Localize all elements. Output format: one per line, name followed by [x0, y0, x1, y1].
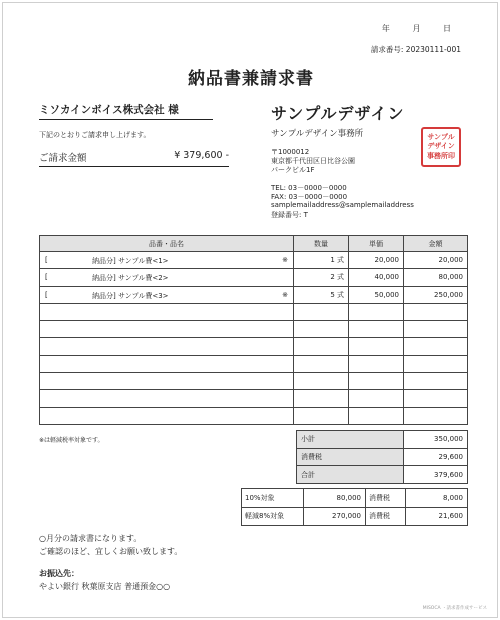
bank-detail: やよい銀行 秋葉原支店 普通預金○○	[39, 582, 171, 591]
total-value: 379,600	[404, 466, 468, 484]
header-quantity: 数量	[294, 236, 349, 252]
empty-row	[40, 303, 468, 320]
item-quantity: 1 式	[294, 252, 349, 269]
item-amount: 20,000	[404, 252, 468, 269]
phone-number: TEL: 03－0000－0000	[271, 184, 347, 192]
item-amount: 250,000	[404, 286, 468, 303]
subtotal-row	[297, 431, 468, 449]
seal-line: デザイン	[427, 142, 455, 151]
document-title: 納品書兼請求書	[188, 69, 314, 89]
table-row	[40, 269, 468, 286]
empty-row	[40, 355, 468, 372]
total-row	[297, 466, 468, 484]
empty-row	[40, 373, 468, 390]
company-logo: サンプルデザイン	[271, 104, 405, 123]
reduced-tax-mark: ※	[282, 256, 288, 264]
reduced-tax-note: ※は軽減税率対象です。	[39, 437, 104, 444]
item-amount: 80,000	[404, 269, 468, 286]
tax-breakdown-table	[241, 488, 468, 526]
totals-table	[296, 430, 468, 484]
tax-amount-label: 消費税	[366, 489, 406, 508]
taxable-base: 270,000	[304, 507, 366, 526]
item-name: 納品分] サンプル費<1>	[92, 257, 169, 265]
tax-amount: 8,000	[406, 489, 468, 508]
tax-row	[297, 448, 468, 466]
seal-line: 事務所印	[427, 151, 455, 160]
company-seal-stamp	[421, 127, 461, 167]
reduced-tax-mark: ※	[282, 290, 288, 299]
table-row	[40, 252, 468, 269]
item-quantity: 2 式	[294, 269, 349, 286]
message-line-2: ご確認のほど、宜しくお願い致します。	[39, 547, 183, 556]
tax-category-label: 軽減8%対象	[242, 507, 304, 526]
tax-amount-label: 消費税	[366, 507, 406, 526]
subtotal-label: 小計	[297, 431, 404, 449]
issue-date: 年 月 日	[381, 24, 461, 33]
client-name: ミソカインボイス株式会社 様	[39, 102, 213, 120]
address-line-2: パークビル1F	[271, 166, 315, 174]
item-unit-price: 40,000	[349, 269, 404, 286]
taxable-base: 80,000	[304, 489, 366, 508]
empty-row	[40, 390, 468, 407]
billing-amount-value: ¥ 379,600 -	[174, 150, 229, 161]
items-table-header	[40, 236, 468, 252]
items-table	[39, 235, 468, 425]
item-bracket: [	[45, 273, 48, 282]
item-name-cell	[40, 252, 294, 269]
subtotal-value: 350,000	[404, 431, 468, 449]
email-address: samplemailaddress@samplemailaddress	[271, 201, 414, 209]
header-unit-price: 単価	[349, 236, 404, 252]
invoice-page	[2, 2, 498, 618]
tax-category-label: 10%対象	[242, 489, 304, 508]
tax-value: 29,600	[404, 448, 468, 466]
total-label: 合計	[297, 466, 404, 484]
item-name-cell	[40, 269, 294, 286]
item-quantity: 5 式	[294, 286, 349, 303]
item-name-cell	[40, 286, 294, 303]
item-bracket: [	[45, 256, 48, 264]
company-name: サンプルデザイン事務所	[271, 129, 364, 139]
invoice-number: 請求番号: 20230111-001	[370, 45, 461, 54]
message-line-1: ○月分の請求書になります。	[39, 534, 142, 543]
item-bracket: [	[45, 290, 48, 299]
header-amount: 金額	[404, 236, 468, 252]
item-name: 納品分] サンプル費<3>	[92, 291, 169, 300]
billing-amount-label: ご請求金額	[39, 153, 87, 164]
fax-number: FAX: 03－0000－0000	[271, 193, 348, 201]
empty-row	[40, 321, 468, 338]
tax-amount: 21,600	[406, 507, 468, 526]
header-item-name: 品番・品名	[40, 236, 294, 252]
empty-row	[40, 338, 468, 355]
postal-code: 〒1000012	[271, 148, 310, 156]
item-name: 納品分] サンプル費<2>	[92, 274, 169, 283]
tax-label: 消費税	[297, 448, 404, 466]
item-unit-price: 20,000	[349, 252, 404, 269]
service-watermark: MISOCA ・請求書作成サービス	[422, 606, 487, 611]
tax-breakdown-row	[242, 507, 468, 526]
seal-line: サンプル	[427, 132, 455, 141]
tax-breakdown-row	[242, 489, 468, 508]
greeting-text: 下記のとおりご請求申し上げます。	[39, 131, 151, 139]
registration-number: 登録番号: T	[271, 211, 308, 219]
item-unit-price: 50,000	[349, 286, 404, 303]
bank-label: お振込先：	[39, 569, 79, 578]
table-row	[40, 286, 468, 303]
address-line-1: 東京都千代田区日比谷公園	[271, 157, 355, 165]
empty-row	[40, 407, 468, 424]
billing-amount	[39, 150, 229, 167]
